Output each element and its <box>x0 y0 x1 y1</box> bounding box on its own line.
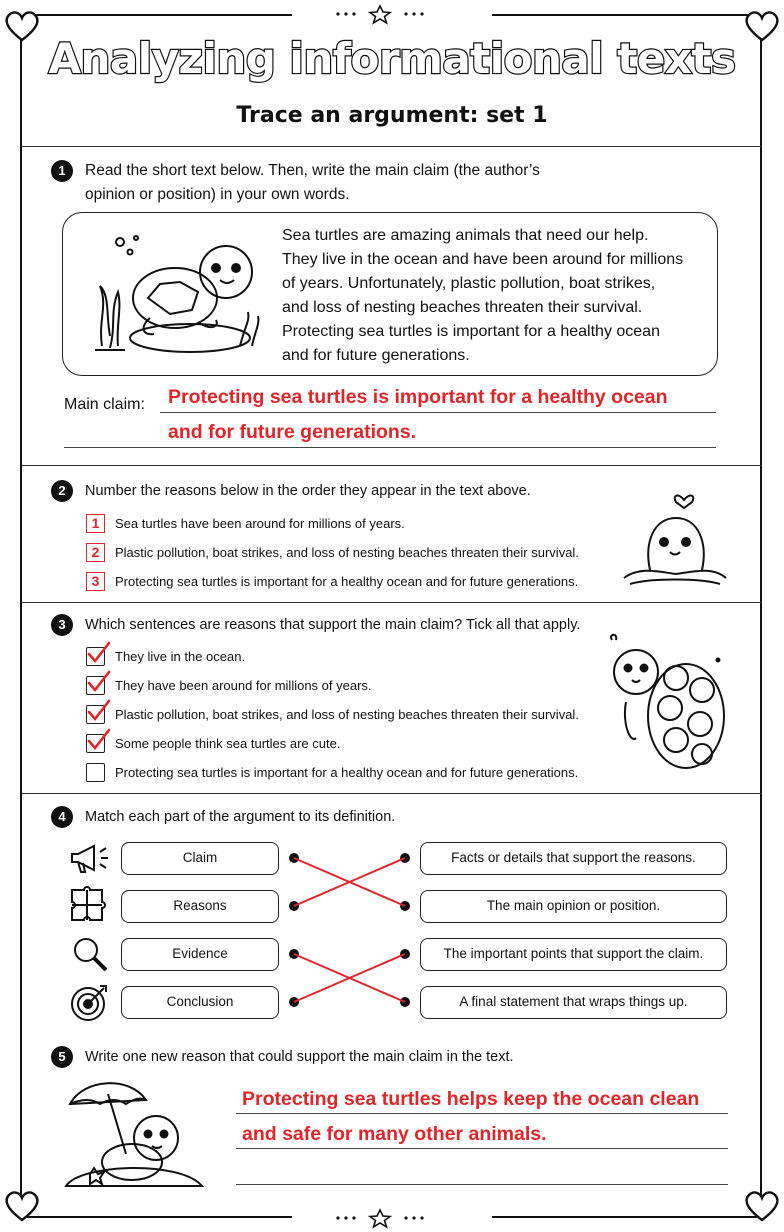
checklist-item: Some people think sea turtles are cute. <box>115 736 341 751</box>
checkbox[interactable] <box>86 647 105 666</box>
heart-icon <box>742 1186 782 1226</box>
match-dot[interactable] <box>400 949 410 959</box>
checkbox[interactable] <box>86 763 105 782</box>
term-conclusion[interactable]: Conclusion <box>121 986 279 1019</box>
checkmark-icon <box>85 640 111 666</box>
passage-line: Sea turtles are amazing animals that need our help. <box>282 227 649 244</box>
checklist-item: Plastic pollution, boat strikes, and loss of nesting beaches threaten their survival. <box>115 707 579 722</box>
reason-item: Plastic pollution, boat strikes, and loss of nesting beaches threaten their survival. <box>115 545 579 560</box>
term-evidence[interactable]: Evidence <box>121 938 279 971</box>
answer-underline <box>236 1184 728 1185</box>
checkbox[interactable] <box>86 705 105 724</box>
definition-item[interactable]: The important points that support the claim. <box>420 938 727 971</box>
match-dot[interactable] <box>289 949 299 959</box>
question-number: 2 <box>51 480 73 502</box>
turtle-illustration <box>80 226 270 366</box>
question-number: 1 <box>51 160 73 182</box>
heart-icon <box>2 1186 42 1226</box>
question-prompt: Which sentences are reasons that support the main claim? Tick all that apply. <box>85 617 581 633</box>
order-number[interactable]: 1 <box>86 514 105 533</box>
passage-line: of years. Unfortunately, plastic pollution, boat strikes, <box>282 275 656 292</box>
section-divider <box>22 602 762 603</box>
section-divider <box>22 465 762 466</box>
section-divider <box>22 146 762 147</box>
main-claim-answer-line[interactable]: and for future generations. <box>168 421 417 443</box>
passage-line: and for future generations. <box>282 347 470 364</box>
passage-line: and loss of nesting beaches threaten their survival. <box>282 299 643 316</box>
page-subtitle: Trace an argument: set 1 <box>236 103 548 128</box>
question-prompt: Write one new reason that could support the main claim in the text. <box>85 1049 514 1065</box>
question-prompt: Number the reasons below in the order they appear in the text above. <box>85 483 531 499</box>
page-title: Analyzing informational texts <box>48 34 736 83</box>
passage-line: They live in the ocean and have been around for millions <box>282 251 684 268</box>
main-claim-label: Main claim: <box>64 396 145 413</box>
answer-underline <box>64 447 716 448</box>
main-claim-answer-line[interactable]: Protecting sea turtles is important for a healthy ocean <box>168 386 668 408</box>
megaphone-icon <box>66 840 112 876</box>
passage-line: Protecting sea turtles is important for a healthy ocean <box>282 323 660 340</box>
checklist-item: They have been around for millions of years. <box>115 678 372 693</box>
checkmark-icon <box>85 727 111 753</box>
checkbox[interactable] <box>86 676 105 695</box>
question-number: 5 <box>51 1046 73 1068</box>
definition-item[interactable]: The main opinion or position. <box>420 890 727 923</box>
match-dot[interactable] <box>400 997 410 1007</box>
new-reason-answer-line[interactable]: and safe for many other animals. <box>242 1123 547 1145</box>
match-dot[interactable] <box>400 853 410 863</box>
question-number: 4 <box>51 806 73 828</box>
answer-underline <box>236 1113 728 1114</box>
turtle-shell-illustration <box>606 632 732 772</box>
puzzle-icon <box>68 886 112 926</box>
match-dot[interactable] <box>289 901 299 911</box>
definition-item[interactable]: Facts or details that support the reasons. <box>420 842 727 875</box>
star-divider-bottom <box>292 1206 492 1230</box>
match-dot[interactable] <box>289 997 299 1007</box>
checkmark-icon <box>85 698 111 724</box>
new-reason-answer-line[interactable]: Protecting sea turtles helps keep the ocean clean <box>242 1088 700 1110</box>
answer-underline <box>160 412 716 413</box>
term-claim[interactable]: Claim <box>121 842 279 875</box>
checklist-item: They live in the ocean. <box>115 649 246 664</box>
reason-item: Sea turtles have been around for millions of years. <box>115 516 405 531</box>
beach-turtle-illustration <box>60 1074 210 1196</box>
definition-item[interactable]: A final statement that wraps things up. <box>420 986 727 1019</box>
checkmark-icon <box>85 669 111 695</box>
prompt-line: Read the short text below. Then, write the main claim (the author’s <box>85 162 540 179</box>
passage-text <box>282 224 702 368</box>
order-number[interactable]: 3 <box>86 572 105 591</box>
question-prompt <box>85 159 540 207</box>
match-dot[interactable] <box>289 853 299 863</box>
question-prompt: Match each part of the argument to its definition. <box>85 809 396 825</box>
section-divider <box>22 793 762 794</box>
prompt-line: opinion or position) in your own words. <box>85 186 350 203</box>
target-icon <box>68 982 112 1024</box>
answer-underline <box>236 1148 728 1149</box>
match-dot[interactable] <box>400 901 410 911</box>
checklist-item: Protecting sea turtles is important for a healthy ocean and for future generations. <box>115 765 579 780</box>
reason-item: Protecting sea turtles is important for a healthy ocean and for future generations. <box>115 574 579 589</box>
term-reasons[interactable]: Reasons <box>121 890 279 923</box>
star-divider-top <box>292 2 492 26</box>
seal-illustration <box>620 482 730 590</box>
question-number: 3 <box>51 614 73 636</box>
checkbox[interactable] <box>86 734 105 753</box>
order-number[interactable]: 2 <box>86 543 105 562</box>
magnifier-icon <box>70 934 112 974</box>
